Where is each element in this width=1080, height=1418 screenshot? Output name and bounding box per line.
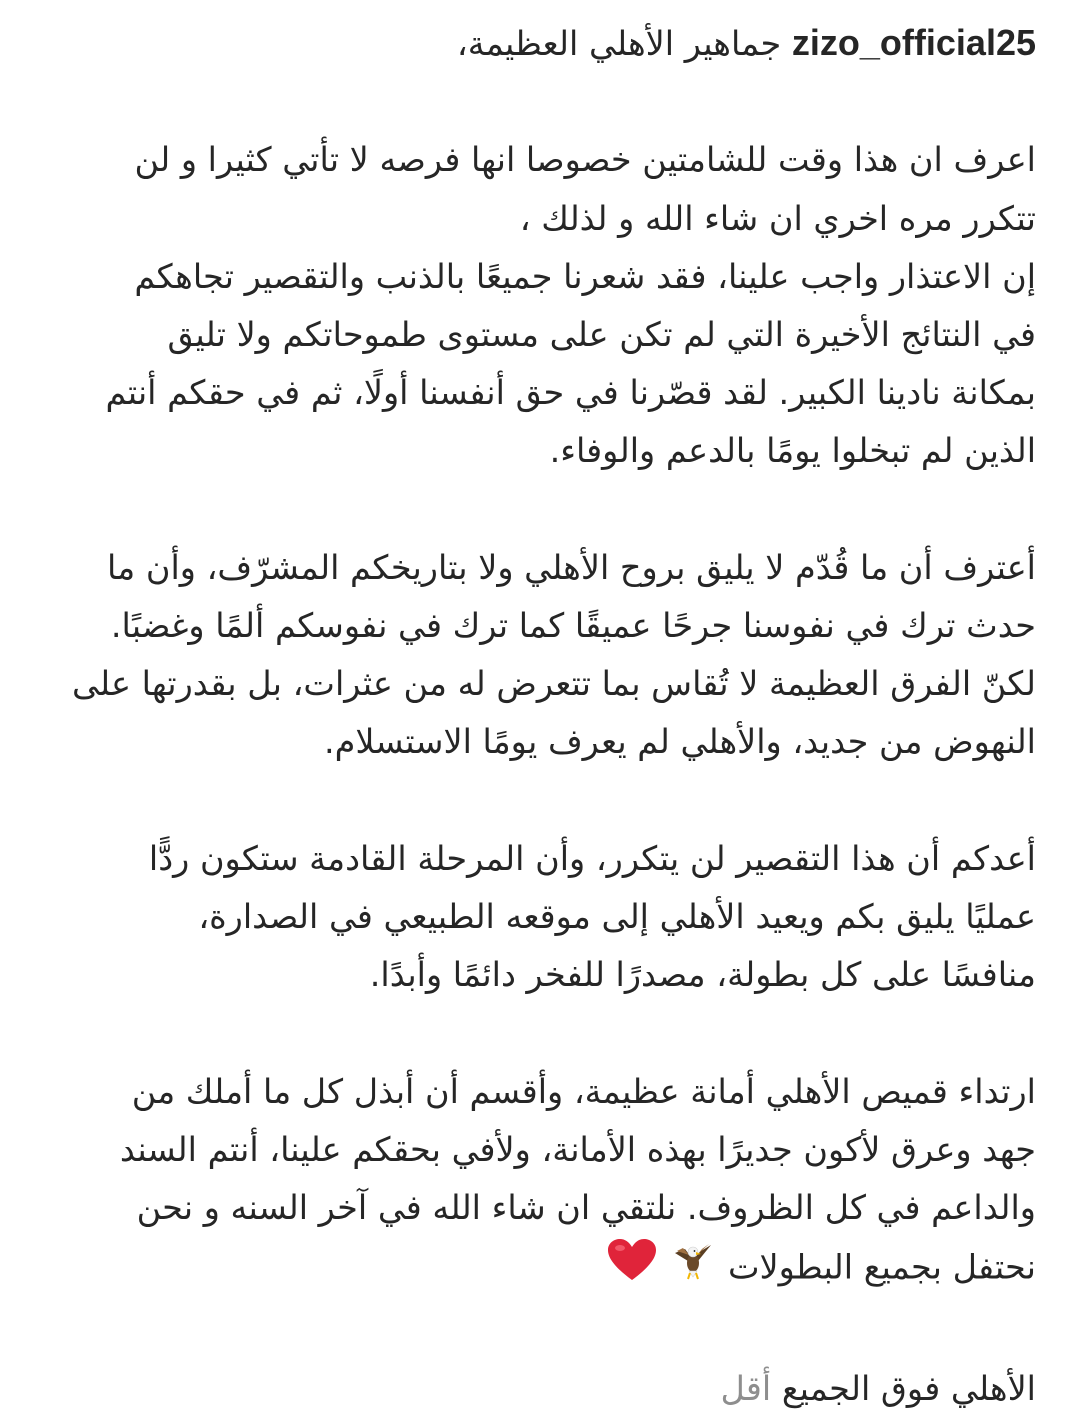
- paragraph-gap: [44, 481, 1036, 539]
- post-caption: [44, 14, 1036, 1418]
- caption-line: في النتائج الأخيرة التي لم تكن على مستوى طموحاتكم ولا تليق: [167, 315, 1036, 354]
- caption-line: إن الاعتذار واجب علينا، فقد شعرنا جميعًا بالذنب والتقصير تجاهكم: [134, 256, 1036, 296]
- paragraph-gap: [44, 1301, 1036, 1359]
- caption-paragraph-5: [44, 1360, 1036, 1418]
- caption-line-with-emoji: [44, 1237, 1036, 1301]
- paragraph-gap: [44, 1004, 1036, 1062]
- caption-line: جهد وعرق لأكون جديرًا بهذه الأمانة، ولأفي بحقكم علينا، أنتم السند: [119, 1129, 1036, 1169]
- caption-paragraph-3: [44, 830, 1036, 1005]
- paragraph-gap: [44, 772, 1036, 830]
- caption-line: اعرف ان هذا وقت للشامتين خصوصا انها فرصه لا تأتي كثيرا و لن: [134, 140, 1036, 180]
- caption-line: عمليًا يليق بكم ويعيد الأهلي إلى موقعه الطبيعي في الصدارة،: [198, 897, 1036, 936]
- caption-closing: الأهلي فوق الجميع: [781, 1368, 1036, 1408]
- username-link[interactable]: zizo_official25: [791, 22, 1036, 63]
- caption-line: حدث ترك في نفوسنا جرحًا عميقًا كما ترك في نفوسكم ألمًا وغضبًا.: [110, 606, 1036, 645]
- caption-line: ارتداء قميص الأهلي أمانة عظيمة، وأقسم أن أبذل كل ما أملك من: [131, 1071, 1036, 1111]
- caption-line: والداعم في كل الظروف. نلتقي ان شاء الله في آخر السنه و نحن: [136, 1188, 1036, 1227]
- caption-paragraph-greeting: [44, 14, 1036, 73]
- caption-paragraph-4: [44, 1063, 1036, 1302]
- show-less-link[interactable]: أقل: [720, 1368, 772, 1408]
- caption-line: لكنّ الفرق العظيمة لا تُقاس بما تتعرض له من عثرات، بل بقدرتها على: [71, 664, 1036, 704]
- caption-line: نحتفل بجميع البطولات: [728, 1247, 1036, 1287]
- eagle-icon: [671, 1237, 715, 1301]
- paragraph-gap: [44, 73, 1036, 131]
- caption-greeting: جماهير الأهلي العظيمة،: [456, 24, 782, 63]
- caption-line: تتكرر مره اخري ان شاء الله و لذلك ،: [519, 198, 1036, 238]
- caption-paragraph-2: [44, 539, 1036, 772]
- caption-line: الذين لم تبخلوا يومًا بالدعم والوفاء.: [549, 431, 1036, 471]
- red-heart-icon: [607, 1238, 657, 1300]
- caption-line: منافسًا على كل بطولة، مصدرًا للفخر دائمًا وأبدًا.: [369, 955, 1036, 995]
- caption-line: بمكانة نادينا الكبير. لقد قصّرنا في حق أنفسنا أولًا، ثم في حقكم أنتم: [105, 373, 1036, 413]
- caption-line: أعترف أن ما قُدّم لا يليق بروح الأهلي ولا بتاريخكم المشرّف، وأن ما: [107, 547, 1036, 587]
- caption-paragraph-1: [44, 131, 1036, 480]
- caption-line: أعدكم أن هذا التقصير لن يتكرر، وأن المرحلة القادمة ستكون ردًّا: [148, 838, 1036, 878]
- caption-line: النهوض من جديد، والأهلي لم يعرف يومًا الاستسلام.: [324, 722, 1036, 762]
